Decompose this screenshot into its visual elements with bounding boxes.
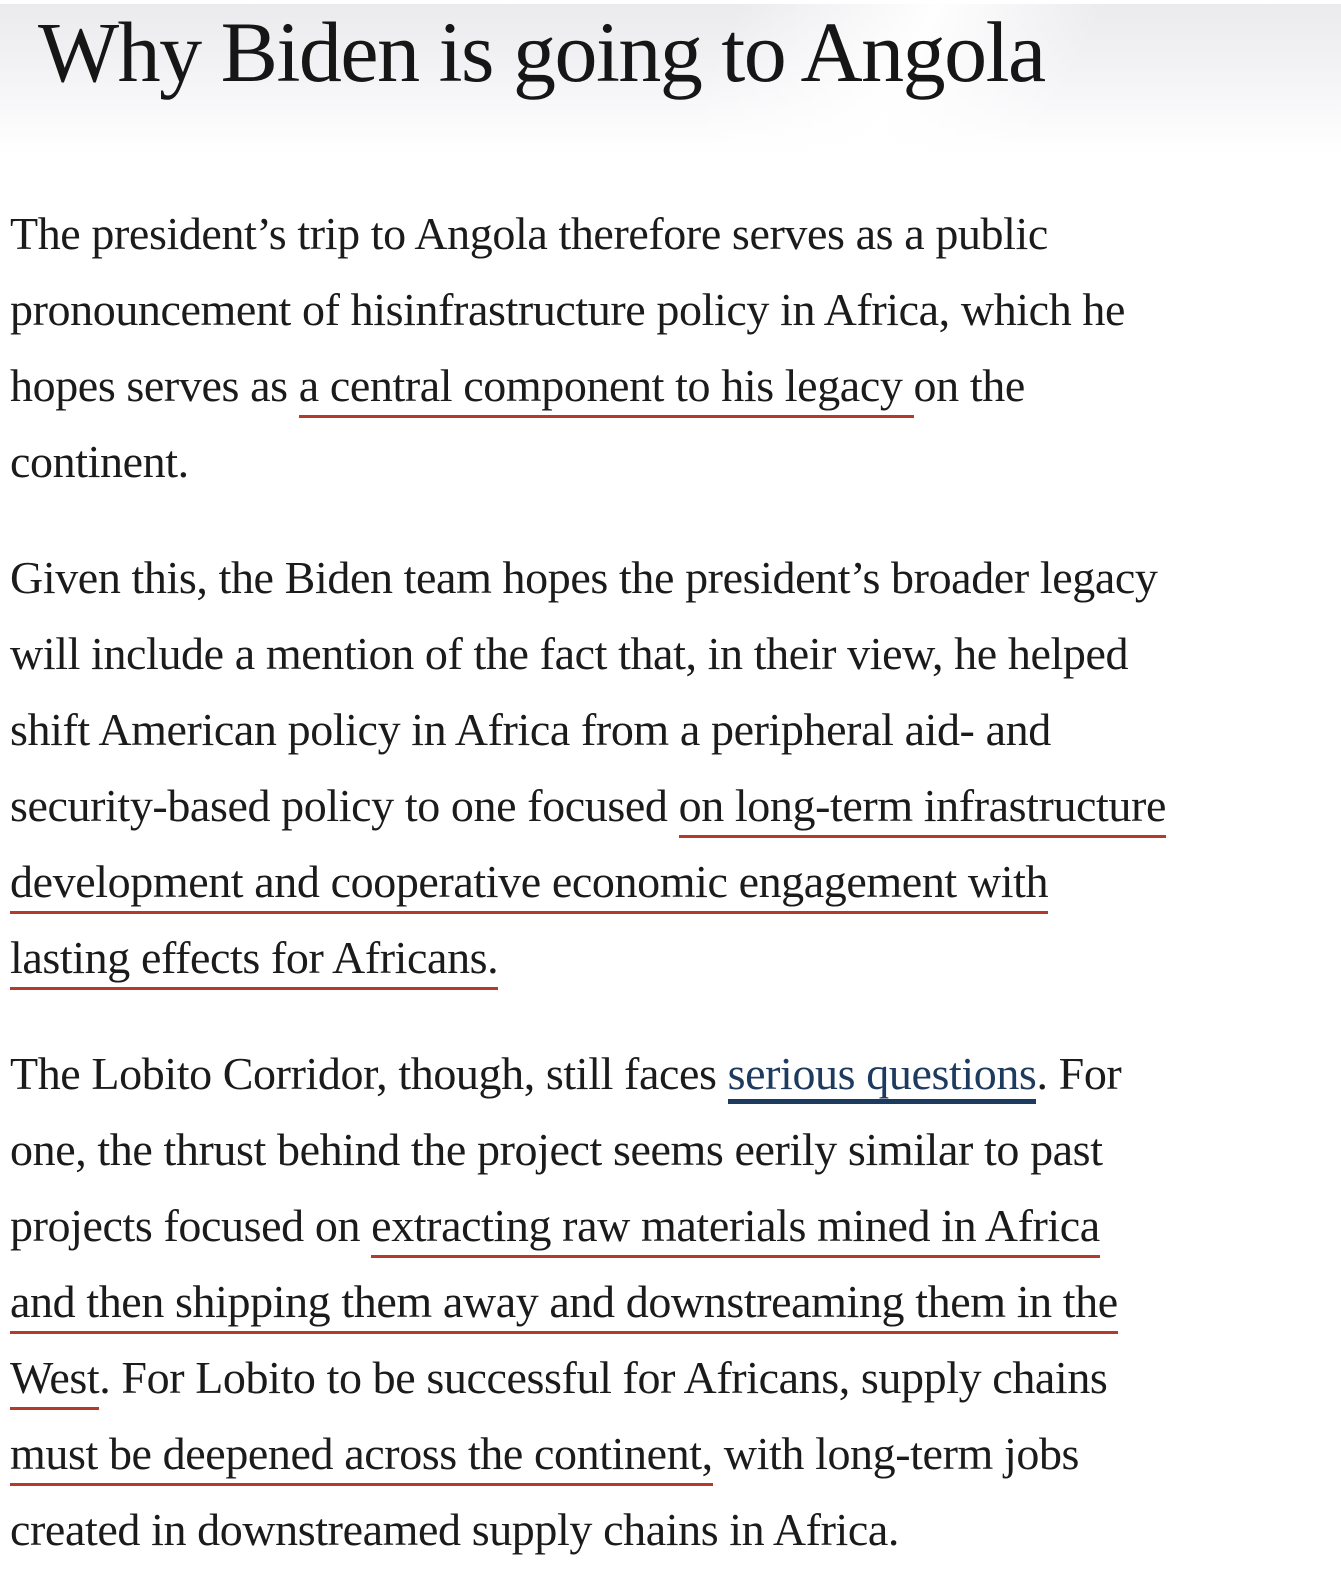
article-body xyxy=(0,196,1341,1568)
red-underlined-link[interactable]: and then shipping them away and downstreaming them in the xyxy=(10,1276,1118,1334)
text-line xyxy=(10,1492,1333,1568)
text-segment: pronouncement of hisinfrastructure policy in Africa, which he xyxy=(10,284,1126,335)
text-line xyxy=(10,348,1333,424)
text-line xyxy=(10,1416,1333,1492)
red-underlined-link[interactable]: a central component to his legacy xyxy=(299,360,914,418)
text-line xyxy=(10,196,1333,272)
text-segment: . For Lobito to be successful for Africans, supply chains xyxy=(99,1352,1108,1403)
text-line xyxy=(10,1188,1333,1264)
text-segment: shift American policy in Africa from a peripheral aid- and xyxy=(10,704,1051,755)
red-underlined-link[interactable]: development and cooperative economic engagement with xyxy=(10,856,1048,914)
red-underlined-link[interactable]: must be deepened across the continent, xyxy=(10,1428,713,1486)
paragraph xyxy=(10,1036,1333,1568)
article-headline: Why Biden is going to Angola xyxy=(38,4,1045,100)
text-segment: continent. xyxy=(10,436,189,487)
text-segment: created in downstreamed supply chains in Africa. xyxy=(10,1504,900,1555)
text-line xyxy=(10,692,1333,768)
text-line xyxy=(10,1112,1333,1188)
text-line xyxy=(10,424,1333,500)
text-segment: The Lobito Corridor, though, still faces xyxy=(10,1048,728,1099)
text-line xyxy=(10,1264,1333,1340)
text-segment: security-based policy to one focused xyxy=(10,780,679,831)
text-segment: one, the thrust behind the project seems eerily similar to past xyxy=(10,1124,1103,1175)
text-line xyxy=(10,920,1333,996)
text-line xyxy=(10,768,1333,844)
text-line xyxy=(10,272,1333,348)
text-segment: The president’s trip to Angola therefore serves as a public xyxy=(10,208,1048,259)
text-segment: . For xyxy=(1036,1048,1122,1099)
text-segment: will include a mention of the fact that, in their view, he helped xyxy=(10,628,1129,679)
text-segment: with long-term jobs xyxy=(712,1428,1080,1479)
red-underlined-link[interactable]: extracting raw materials mined in Africa xyxy=(371,1200,1100,1258)
text-line xyxy=(10,1340,1333,1416)
text-line xyxy=(10,844,1333,920)
article-page xyxy=(0,4,1341,1575)
text-line xyxy=(10,1036,1333,1112)
text-line xyxy=(10,616,1333,692)
paragraph xyxy=(10,196,1333,500)
text-segment: hopes serves as xyxy=(10,360,299,411)
text-segment: on the xyxy=(913,360,1025,411)
red-underlined-link[interactable]: on long-term infrastructure xyxy=(679,780,1166,838)
red-underlined-link[interactable]: lasting effects for Africans. xyxy=(10,932,498,990)
text-line xyxy=(10,540,1333,616)
paragraph xyxy=(10,540,1333,996)
text-segment: Given this, the Biden team hopes the president’s broader legacy xyxy=(10,552,1158,603)
red-underlined-link[interactable]: West xyxy=(10,1352,99,1410)
inline-link[interactable]: serious questions xyxy=(728,1048,1037,1104)
text-segment: projects focused on xyxy=(10,1200,372,1251)
